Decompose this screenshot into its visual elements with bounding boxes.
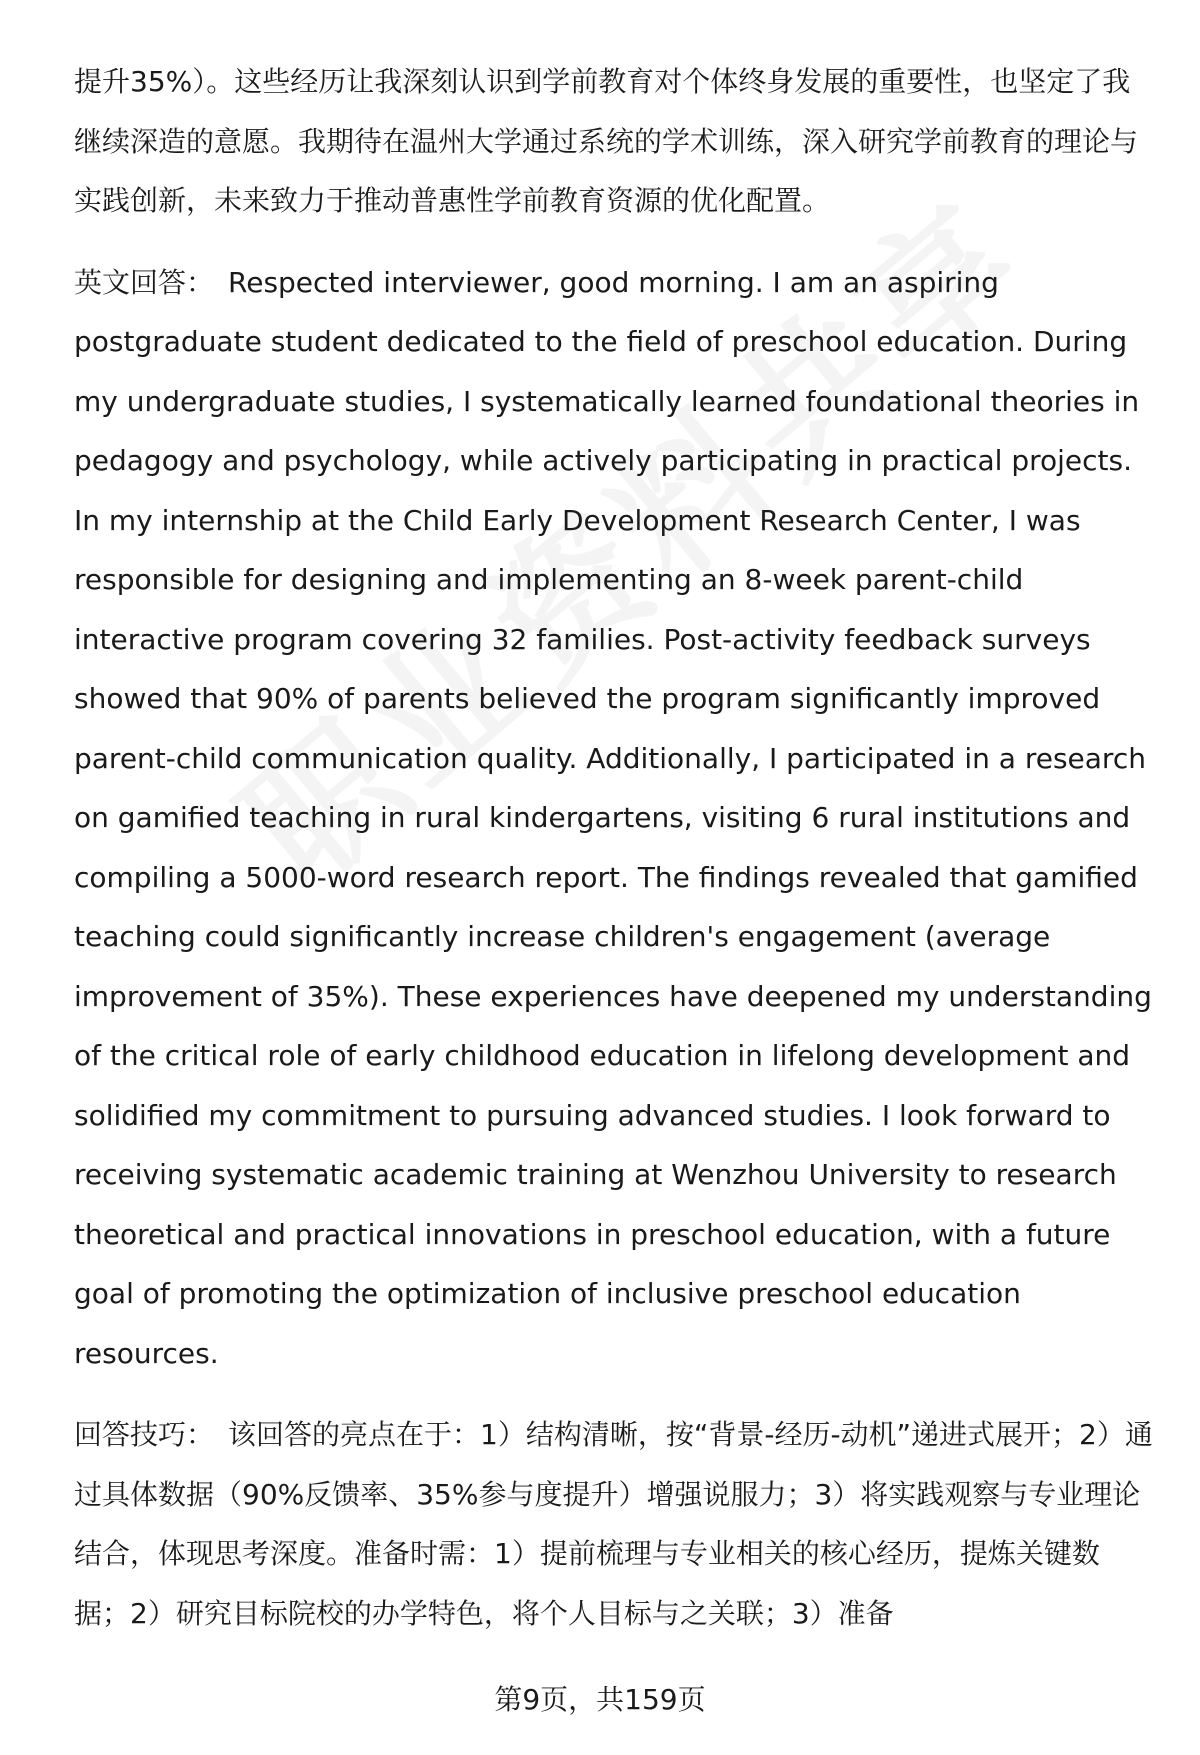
paragraph-text: 该回答的亮点在于：1）结构清晰，按“背景-经历-动机”递进式展开；2）通过具体数据（90%反馈率、35%参与度提升）增强说服力；3）将实践观察与专业理论结合，体现思考深度。准备时需：1）提前梳理与专业相关的核心经历，提炼关键数据；2）研究目标院校的办学特色，将个人目标与之关联；3）准备	[74, 1418, 1153, 1630]
paragraph-lead-label: 英文回答：	[74, 265, 215, 299]
paragraph-english-answer	[74, 253, 1154, 1384]
paragraph-text: 提升35%）。这些经历让我深刻认识到学前教育对个体终身发展的重要性，也坚定了我继续深造的意愿。我期待在温州大学通过系统的学术训练，深入研究学前教育的理论与实践创新，未来致力于推动普惠性学前教育资源的优化配置。	[74, 65, 1139, 217]
paragraph-answer-tips	[74, 1405, 1154, 1643]
paragraph-lead-label: 回答技巧：	[74, 1418, 215, 1451]
paragraph-text: Respected interviewer, good morning. I am an aspiring postgraduate student dedicated to the field of preschool education. During my undergraduate studies, I systematically learned foundational theories in pedagogy and psychology, while actively participating in practical projects. In my internship at the Child Early Development Research Center, I was responsible for designing and implementing an 8-week parent-child interactive program covering 32 families. Post-activity feedback surveys showed that 90% of parents believed the program significantly improved parent-child communication quality. Additionally, I participated in a research on gamified teaching in rural kindergartens, visiting 6 rural institutions and compiling a 5000-word research report. The findings revealed that gamified teaching could significantly increase children's engagement (average improvement of 35%). These experiences have deepened my understanding of the critical role of early childhood education in lifelong development and solidified my commitment to pursuing advanced studies. I look forward to receiving systematic academic training at Wenzhou University to research theoretical and practical innovations in preschool education, with a future goal of promoting the optimization of inclusive preschool education resources.	[74, 265, 1152, 1370]
document-body	[74, 52, 1154, 1643]
paragraph-chinese-answer-continued	[74, 52, 1154, 231]
page-number-footer: 第9页，共159页	[494, 1683, 706, 1716]
